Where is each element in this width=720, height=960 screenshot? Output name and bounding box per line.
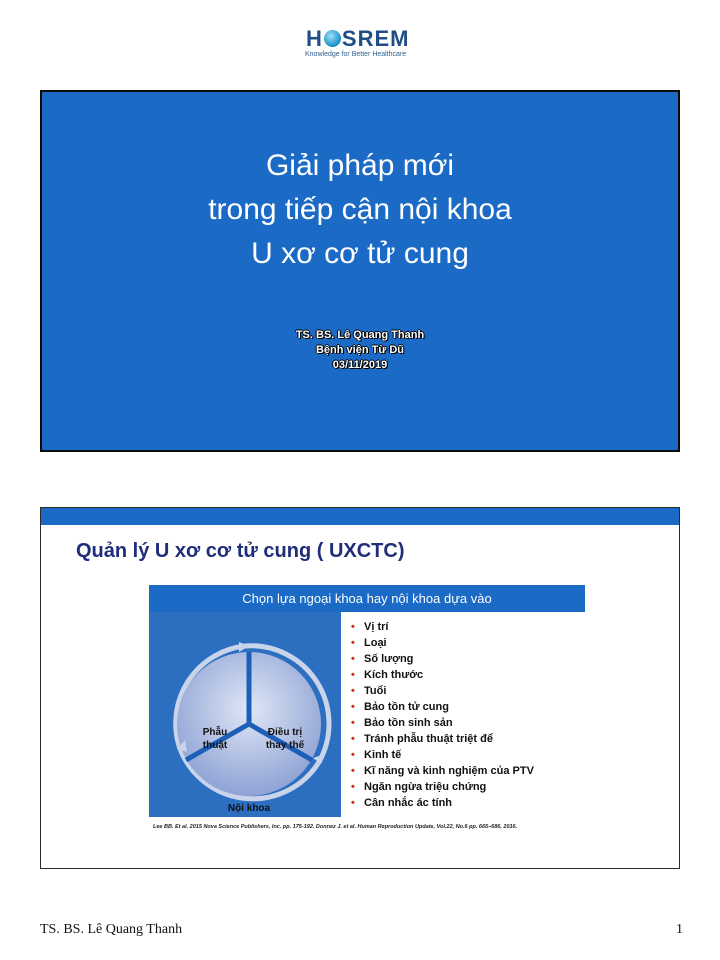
criteria-item: • Số lượng	[351, 651, 534, 667]
logo-wordmark: H SREM	[306, 26, 410, 51]
segment-alternative-line-2: thay thế	[265, 740, 305, 751]
panel-header: Chọn lựa ngoại khoa hay nội khoa dựa vào	[149, 585, 585, 612]
page-number: 1	[676, 922, 683, 937]
slide-title-line-1: Giải pháp mới	[265, 149, 455, 182]
slide-title-line-3: U xơ cơ tử cung	[251, 237, 469, 270]
management-slide	[40, 507, 680, 869]
criteria-item: • Cân nhắc ác tính	[351, 795, 534, 811]
title-slide	[40, 90, 680, 452]
segment-surgery-line-1: Phẫu	[202, 727, 228, 738]
criteria-item: • Kích thước	[351, 667, 534, 683]
logo-tagline: Knowledge for Better Healthcare	[305, 51, 407, 58]
segment-alternative-line-1: Điều trị	[267, 727, 303, 738]
treatment-cycle-diagram	[149, 612, 341, 817]
slide-title	[42, 144, 678, 276]
criteria-item: • Vị trí	[351, 619, 534, 635]
globe-icon	[324, 30, 341, 47]
segment-alternative-label	[255, 726, 315, 752]
criteria-item: • Kĩ năng và kinh nghiệm của PTV	[351, 763, 534, 779]
criteria-list	[351, 619, 534, 811]
criteria-item: • Loại	[351, 635, 534, 651]
criteria-item: • Tránh phẫu thuật triệt để	[351, 731, 534, 747]
footer-author: TS. BS. Lê Quang Thanh	[40, 922, 183, 937]
criteria-item: • Ngăn ngừa triệu chứng	[351, 779, 534, 795]
segment-surgery-line-2: thuật	[202, 740, 228, 751]
segment-medical-label: Nội khoa	[227, 803, 271, 814]
segment-surgery-label	[195, 726, 235, 752]
hospital-name: Bệnh viện Từ Dũ	[315, 344, 405, 356]
slide-title-line-2: trong tiếp cận nội khoa	[208, 193, 512, 226]
criteria-item: • Bảo tồn tử cung	[351, 699, 534, 715]
criteria-item: • Kinh tế	[351, 747, 534, 763]
presentation-date: 03/11/2019	[332, 359, 388, 371]
criteria-item: • Tuổi	[351, 683, 534, 699]
criteria-item: • Bảo tồn sinh sản	[351, 715, 534, 731]
slide-top-bar	[41, 508, 679, 525]
author-name: TS. BS. Lê Quang Thanh	[295, 329, 425, 341]
hosrem-logo	[300, 26, 420, 62]
slide-byline	[42, 328, 678, 373]
slide2-title: Quản lý U xơ cơ tử cung ( UXCTC)	[76, 540, 405, 562]
choice-panel	[149, 585, 585, 817]
reference-citation: Lee BB. Et al. 2015 Nova Science Publishers, Inc. pp. 175-192. Donnez J. et al. Human Reproduction Update, Vol.22, No.6 pp. 665–686, 2016.	[153, 824, 518, 830]
